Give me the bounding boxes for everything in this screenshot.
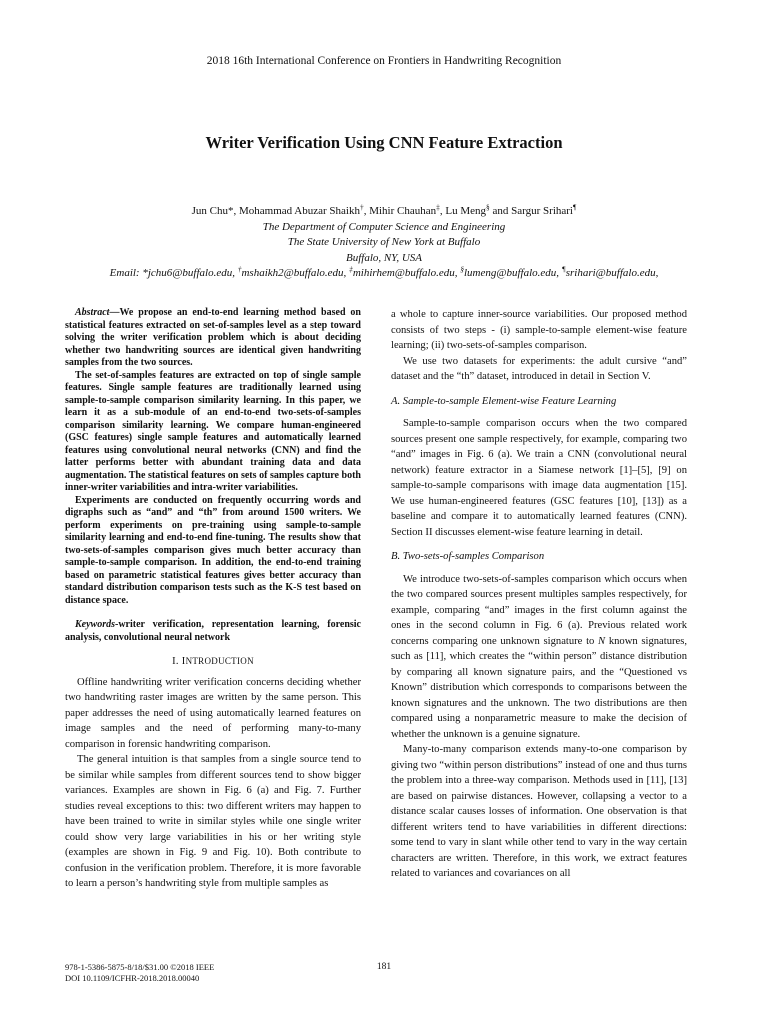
body-paragraph: We introduce two-sets-of-samples comparison which occurs when the two compared sources present multiples samples respectively, for example, comparing “and” images in the first column against the ones in the second column in Fig. 6 (a). Previous related work concerns comparing one unknown signature to N known signatures, such as [11], which creates the “within person” distance distribution by comparing all known signature pairs, and the “Questioned vs Known” distribution which corresponds to comparisons between the known signatures and the unknown. The two distributions are then compared using a nonparametric measure to make the decision of whether the unknown is a genuine signature. — [391, 573, 687, 740]
conference-header: 2018 16th International Conference on Frontiers in Handwriting Recognition — [206, 55, 562, 67]
abstract-paragraph: The set-of-samples features are extracted on top of single sample features. Single sample features are traditionally learned using sample-to-sample comparison similarity learning. In this paper, we learn it as a sub-module of an end-to-end two-sets-of-samples comparison similarity learning. We compare human-engineered (GSC features) single sample features and automatically learned features using convolutional neural networks (CNN) and find the latter performs better with abundant training data and data augmentation. The statistical features on sets of samples capture both inner-writer variabilities and intra-writer variabilities. — [65, 369, 361, 493]
paper-title: Writer Verification Using CNN Feature Extraction — [205, 133, 563, 152]
author-mark: § — [460, 264, 464, 274]
footer-doi: DOI 10.1109/ICFHR-2018.2018.00040 — [65, 972, 200, 983]
author-block — [0, 204, 768, 282]
email-address: lumeng@buffalo.edu, — [463, 267, 562, 279]
author-and: and — [489, 205, 512, 217]
author-university: The State University of New York at Buffalo — [287, 236, 481, 248]
author-name: Sargur Srihari — [511, 205, 573, 217]
introduction-body — [65, 675, 361, 892]
author-mark: ‡ — [436, 202, 440, 212]
email-prefix: Email: — [109, 267, 143, 279]
author-department: The Department of Computer Science and Engineering — [262, 220, 506, 233]
body-paragraph: Offline handwriting writer verification concerns deciding whether two handwriting raster images are written by the same person. This paper addresses the need of using automatically learned features on image samples and the need of performing many-to-many comparison in forensic handwriting comparison. — [65, 676, 361, 750]
author-sep: , — [439, 205, 446, 217]
author-name: Jun Chu — [191, 205, 228, 217]
subsection-heading-b: B. Two-sets-of-samples Comparison — [391, 551, 545, 562]
body-paragraph: The general intuition is that samples from a single source tend to be similar while samples from different sources tend to show bigger variances. Examples are shown in Fig. 6 (a) and Fig. 7. Further studies reveal exceptions to this: two different writers may happen to have been trained to write in similar styles while one single writer could show very large variabilities in his or her writing style (examples are shown in Fig. 9 and Fig. 10). Both contribute to confusion in the verification problem. Therefore, it is more favorable to learn a person’s handwriting style from multiple samples as — [65, 754, 361, 889]
author-list — [0, 204, 768, 220]
keywords-text: -writer verification, representation learning, forensic analysis, convolutional neural network — [65, 619, 361, 643]
author-mark: † — [359, 202, 364, 212]
right-body — [391, 307, 687, 882]
right-column — [391, 307, 687, 882]
email-address: srihari@buffalo.edu, — [565, 267, 659, 279]
abstract — [65, 307, 361, 607]
abstract-dash: — — [109, 307, 120, 318]
keywords-label: Keywords — [75, 619, 115, 630]
page-number: 181 — [376, 962, 392, 972]
abstract-text: We propose an end-to-end learning method based on statistical features extracted on set-of-samples level as a step toward solving the writer verification problem which is about deciding whether two handwriting sources are identical given handwriting samples from the two sources. — [65, 307, 361, 368]
author-location: Buffalo, NY, USA — [346, 251, 422, 264]
author-name: Lu Meng — [445, 205, 487, 217]
email-address: mshaikh2@buffalo.edu, — [241, 267, 350, 279]
author-sep: , — [363, 205, 370, 217]
footer-isbn: 978-1-5386-5875-8/18/$31.00 ©2018 IEEE — [65, 962, 215, 972]
author-mark: * — [227, 205, 234, 217]
author-mark: † — [237, 264, 242, 274]
body-paragraph: We use two datasets for experiments: the adult cursive “and” dataset and the “th” dataset, introduced in detail in Section V. — [391, 355, 687, 382]
author-mark: § — [486, 202, 490, 212]
body-paragraph: Sample-to-sample comparison occurs when the two compared sources present one sample respectively, for example, comparing two “and” images in Fig. 6 (a). We train a CNN (convolutional neural network) feature extractor in a Siamese network [1]–[5], [9] on sample-to-sample comparisons with image data augmentation [15]. We use human-engineered features (GSC features [10], [13]) as a baseline and compare it to automatically learned features (CNN). Section II discusses element-wise feature learning in detail. — [391, 418, 687, 538]
section-heading-introduction: I. INTRODUCTION — [172, 656, 254, 667]
abstract-paragraph — [65, 307, 361, 370]
body-paragraph: a whole to capture inner-source variabilities. Our proposed method consists of two steps - (i) sample-to-sample element-wise feature learning; (ii) two-sets-of-samples comparison. — [391, 309, 687, 351]
author-name: Mohammad Abuzar Shaikh — [238, 205, 360, 217]
author-sep: , — [233, 205, 239, 217]
email-address: mihirhem@buffalo.edu, — [352, 267, 461, 279]
author-mark: ¶ — [572, 202, 577, 212]
author-mark: ‡ — [349, 264, 353, 274]
left-column — [65, 307, 361, 892]
body-paragraph: Many-to-many comparison extends many-to-one comparison by giving two “within person distributions” instead of one and thus turns the problem into a three-way comparison. Methods used in [11], [13] are based on pairwise distances. However, collapsing a vector to a distance scalar causes losses of information. One observation is that different writers tend to have variabilities in different directions: some tend to vary in slant while other tend to vary in the way certain characters are written. Therefore, in this work, we extract features related to variances and covariances on all — [391, 744, 687, 879]
author-name: Mihir Chauhan — [369, 205, 437, 217]
keywords — [65, 619, 361, 644]
email-address: *jchu6@buffalo.edu, — [142, 267, 238, 279]
math-n: N — [598, 635, 606, 647]
author-mark: ¶ — [561, 264, 566, 274]
abstract-label: Abstract — [75, 307, 110, 318]
subsection-heading-a: A. Sample-to-sample Element-wise Feature Learning — [391, 395, 617, 407]
abstract-paragraph: Experiments are conducted on frequently occurring words and digraphs such as “and” and “th” from around 1500 writers. We perform experiments on pre-training using sample-to-sample similarity learning and end-to-end fine-tuning. The results show that two-sets-of-samples comparison gives much better accuracy than sample-to-sample comparison. In addition, the end-to-end training based on parametric statistical features gives better accuracy than standard distribution comparison tests such as the K-S test based on distance space. — [65, 494, 361, 606]
author-emails — [0, 266, 768, 282]
